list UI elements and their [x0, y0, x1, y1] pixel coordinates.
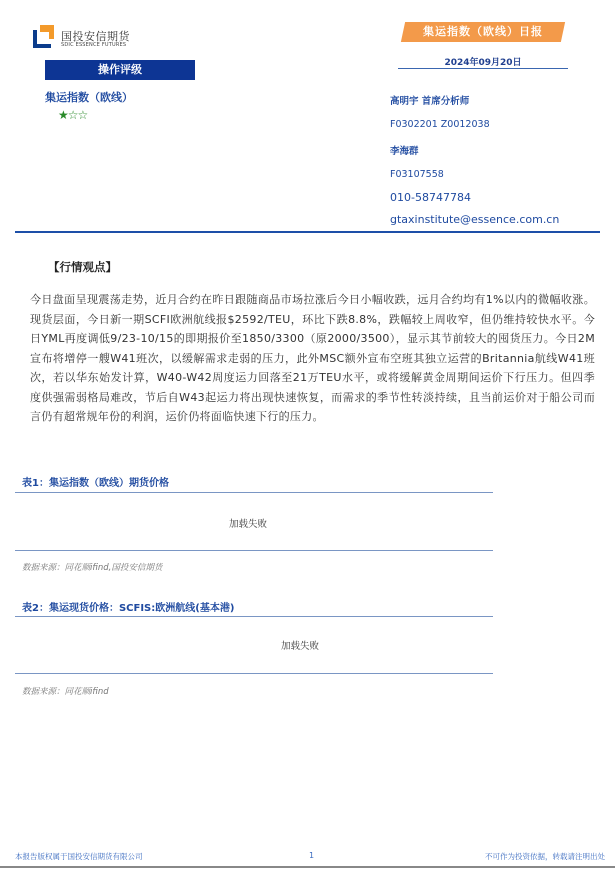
table-1-top-rule — [15, 492, 493, 493]
report-date: 2024年09月20日 — [444, 58, 522, 68]
footer-divider — [0, 866, 615, 868]
logo-mark-icon — [33, 25, 55, 49]
analyst-1-name: 高明宇 首席分析师 — [390, 96, 470, 107]
analyst-2-name: 李海群 — [390, 146, 419, 157]
analyst-2-license: F03107558 — [390, 169, 444, 180]
rating-label: 操作评级 — [45, 60, 195, 80]
section-title-market-view: 【行情观点】 — [48, 260, 117, 274]
table-2-top-rule — [15, 616, 493, 617]
contact-phone: 010-58747784 — [390, 191, 471, 204]
market-view-paragraph: 今日盘面呈现震荡走势，近月合约在昨日跟随商品市场拉涨后今日小幅收跌，远月合约均有1%以内的微幅收涨。现货层面，今日新一期SCFI欧洲航线报$2592/TEU，环比下跌8.8%，跌幅较上周收窄，但仍维持较快水平。今日YML再度调低9/23-10/15的即期报价至1850/3300（原2000/3500），显示其节前较大的囤货压力。今日2M宣布将增停一艘W41班次，以缓解需求走弱的压力，此外MSC额外宣布空班其独立运营的Britannia航线W41班次，若以华东始发计算，W40-W42周度运力回落至21万TEU水平，或将缓解黄金周期间运价下行压力。但四季度供强需弱格局难改，节后自W43起运力将出现快速恢复，而需求的季节性转淡持续，且当前运价对于船公司而言仍有超常规年份的利润，运价仍将面临快速下行的压力。 — [30, 293, 595, 423]
company-logo — [33, 25, 153, 51]
table-2-load-failed: 加载失败 — [281, 641, 320, 652]
report-title: 集运指数（欧线）日报 — [423, 25, 543, 38]
table-1-title: 表1：集运指数（欧线）期货价格 — [22, 478, 169, 489]
logo-name-cn: 国投安信期货 — [61, 30, 130, 43]
analyst-1-license: F0302201 Z0012038 — [390, 119, 490, 130]
table-2-source: 数据来源：同花顺ifind — [22, 687, 109, 697]
contact-email[interactable]: gtaxinstitute@essence.com.cn — [390, 213, 560, 226]
footer-copyright: 本报告版权属于国投安信期货有限公司 — [15, 852, 143, 861]
date-underline — [398, 68, 568, 69]
header-divider — [15, 231, 600, 233]
rating-stars-icon: ★☆☆ — [58, 108, 88, 122]
logo-name-en: SDIC ESSENCE FUTURES — [61, 42, 127, 48]
table-1-source: 数据来源：同花顺ifind,国投安信期货 — [22, 563, 163, 573]
table-1-load-failed: 加载失败 — [229, 519, 268, 530]
rating-product: 集运指数（欧线） — [45, 91, 133, 104]
page-number: 1 — [309, 851, 315, 860]
footer-disclaimer: 不可作为投资依据，转载请注明出处 — [485, 852, 605, 861]
table-1-bottom-rule — [15, 550, 493, 551]
table-2-bottom-rule — [15, 673, 493, 674]
table-2-title: 表2：集运现货价格：SCFIS:欧洲航线(基本港) — [22, 603, 235, 614]
